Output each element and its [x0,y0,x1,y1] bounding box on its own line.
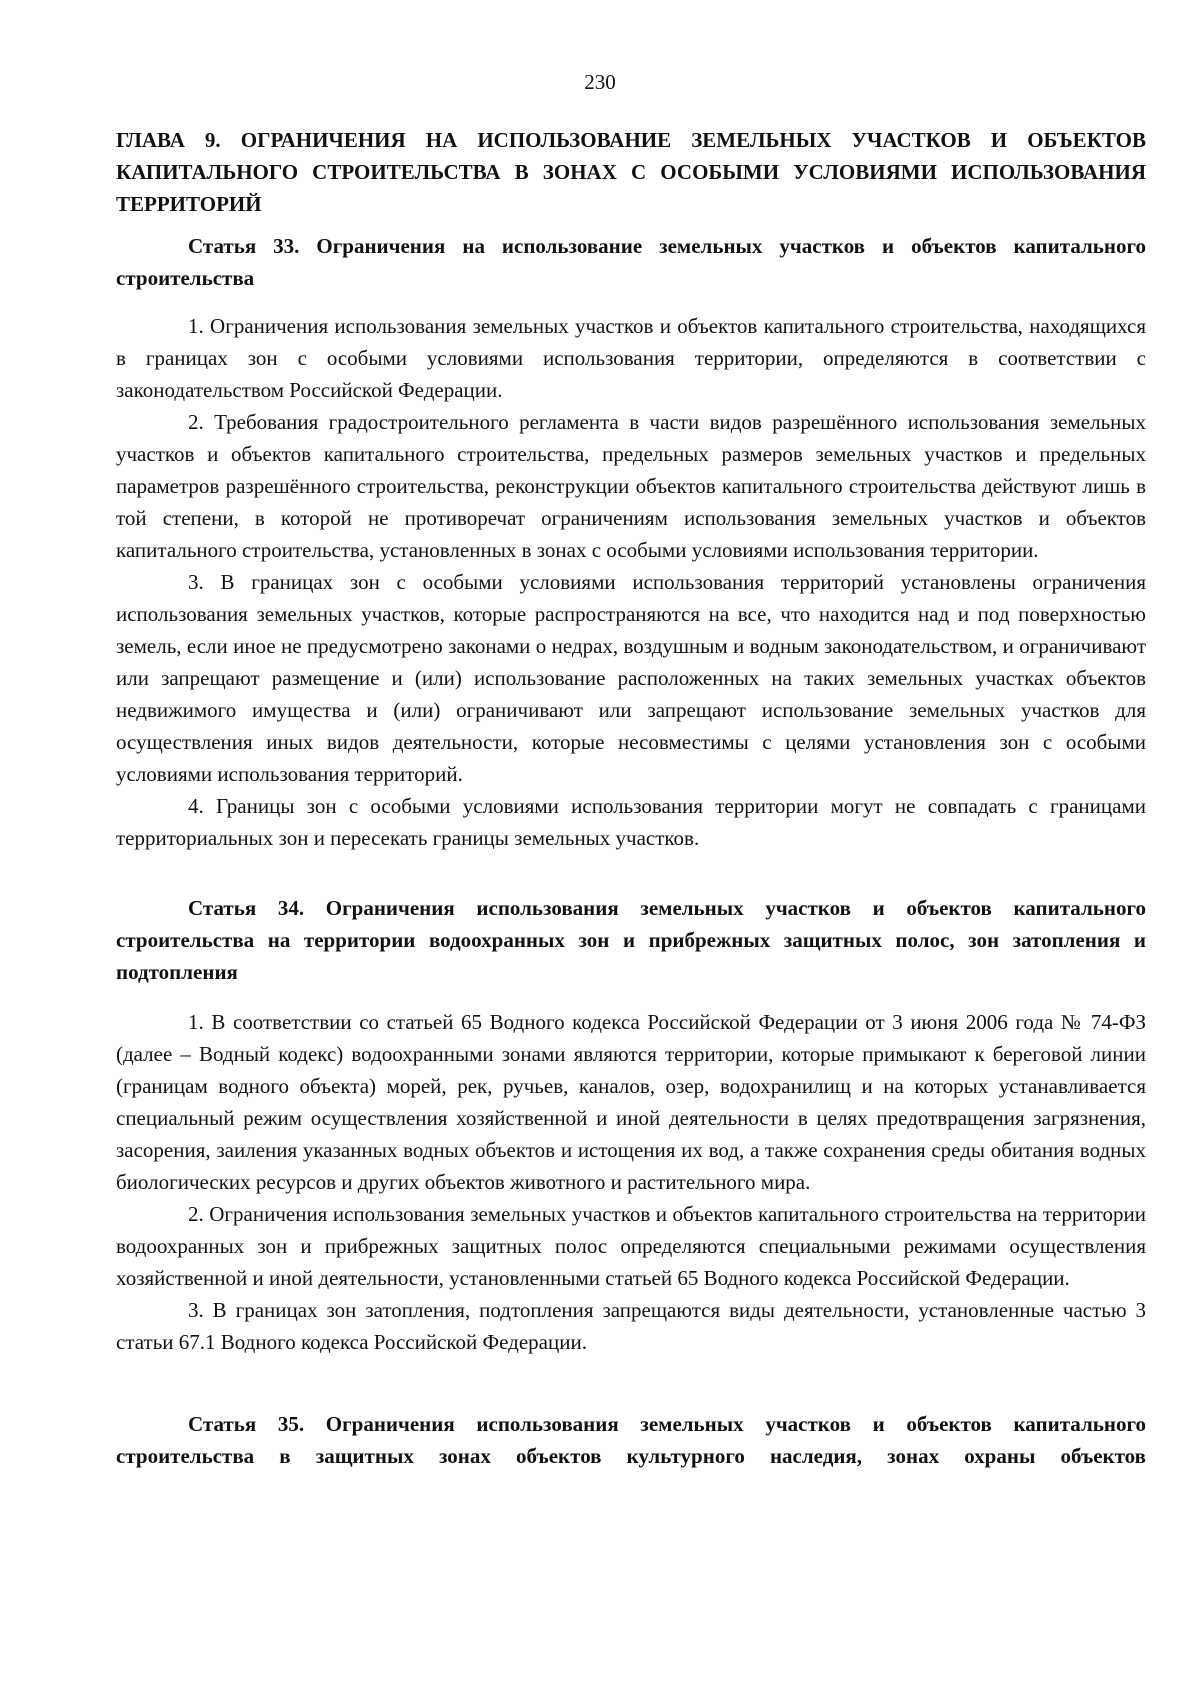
article-33-title: Статья 33. Ограничения на использование земельных участков и объектов капитального строительства [116,234,1146,290]
article-34-paragraph: 3. В границах зон затопления, подтопления запрещаются виды деятельности, установленные частью 3 статьи 67.1 Водного кодекса Российской Федерации. [116,1298,1146,1354]
article-33-body [116,310,1146,854]
article-35-title: Статья 35. Ограничения использования земельных участков и объектов капитального строительства в защитных зонах объектов культурного наследия, зонах охраны объектов [116,1412,1146,1468]
article-33-paragraph: 2. Требования градостроительного регламента в части видов разрешённого использования земельных участков и объектов капитального строительства, предельных размеров земельных участков и предельных параметров разрешённого строительства, реконструкции объектов капитального строительства действуют лишь в той степени, в которой не противоречат ограничениям использования земельных участков и объектов капитального строительства, установленных в зонах с особыми условиями использования территории. [116,410,1146,562]
article-33 [116,230,1146,294]
article-34-paragraph: 1. В соответствии со статьей 65 Водного кодекса Российской Федерации от 3 июня 2006 года № 74-ФЗ (далее – Водный кодекс) водоохранными зонами являются территории, которые примыкают к береговой линии (границам водного объекта) морей, рек, ручьев, каналов, озер, водохранилищ и на которых устанавливается специальный режим осуществления хозяйственной и иной деятельности в целях предотвращения загрязнения, засорения, заиления указанных водных объектов и истощения их вод, а также сохранения среды обитания водных биологических ресурсов и других объектов животного и растительного мира. [116,1010,1146,1194]
article-34 [116,892,1146,988]
article-35 [116,1408,1146,1472]
article-33-paragraph: 1. Ограничения использования земельных участков и объектов капитального строительства, находящихся в границах зон с особыми условиями использования территории, определяются в соответствии с законодательством Российской Федерации. [116,314,1146,402]
article-33-paragraph: 3. В границах зон с особыми условиями использования территорий установлены ограничения использования земельных участков, которые распространяются на все, что находится над и под поверхностью земель, если иное не предусмотрено законами о недрах, воздушным и водным законодательством, и ограничивают или запрещают размещение и (или) использование расположенных на таких земельных участках объектов недвижимого имущества и (или) ограничивают или запрещают использование земельных участков для осуществления иных видов деятельности, которые несовместимы с целями установления зон с особыми условиями использования территорий. [116,570,1146,786]
article-33-paragraph: 4. Границы зон с особыми условиями использования территории могут не совпадать с границами территориальных зон и пересекать границы земельных участков. [116,794,1146,850]
article-34-paragraph: 2. Ограничения использования земельных участков и объектов капитального строительства на территории водоохранных зон и прибрежных защитных полос определяются специальными режимами осуществления хозяйственной и иной деятельности, установленными статьей 65 Водного кодекса Российской Федерации. [116,1202,1146,1290]
page-number: 230 [584,70,616,94]
article-34-title: Статья 34. Ограничения использования земельных участков и объектов капитального строительства на территории водоохранных зон и прибрежных защитных полос, зон затопления и подтопления [116,896,1146,984]
chapter-title: ГЛАВА 9. ОГРАНИЧЕНИЯ НА ИСПОЛЬЗОВАНИЕ ЗЕМЕЛЬНЫХ УЧАСТКОВ И ОБЪЕКТОВ КАПИТАЛЬНОГО СТРОИТЕЛЬСТВА В ЗОНАХ С ОСОБЫМИ УСЛОВИЯМИ ИСПОЛЬЗОВАНИЯ ТЕРРИТОРИЙ [116,128,1146,216]
article-34-body [116,1006,1146,1358]
